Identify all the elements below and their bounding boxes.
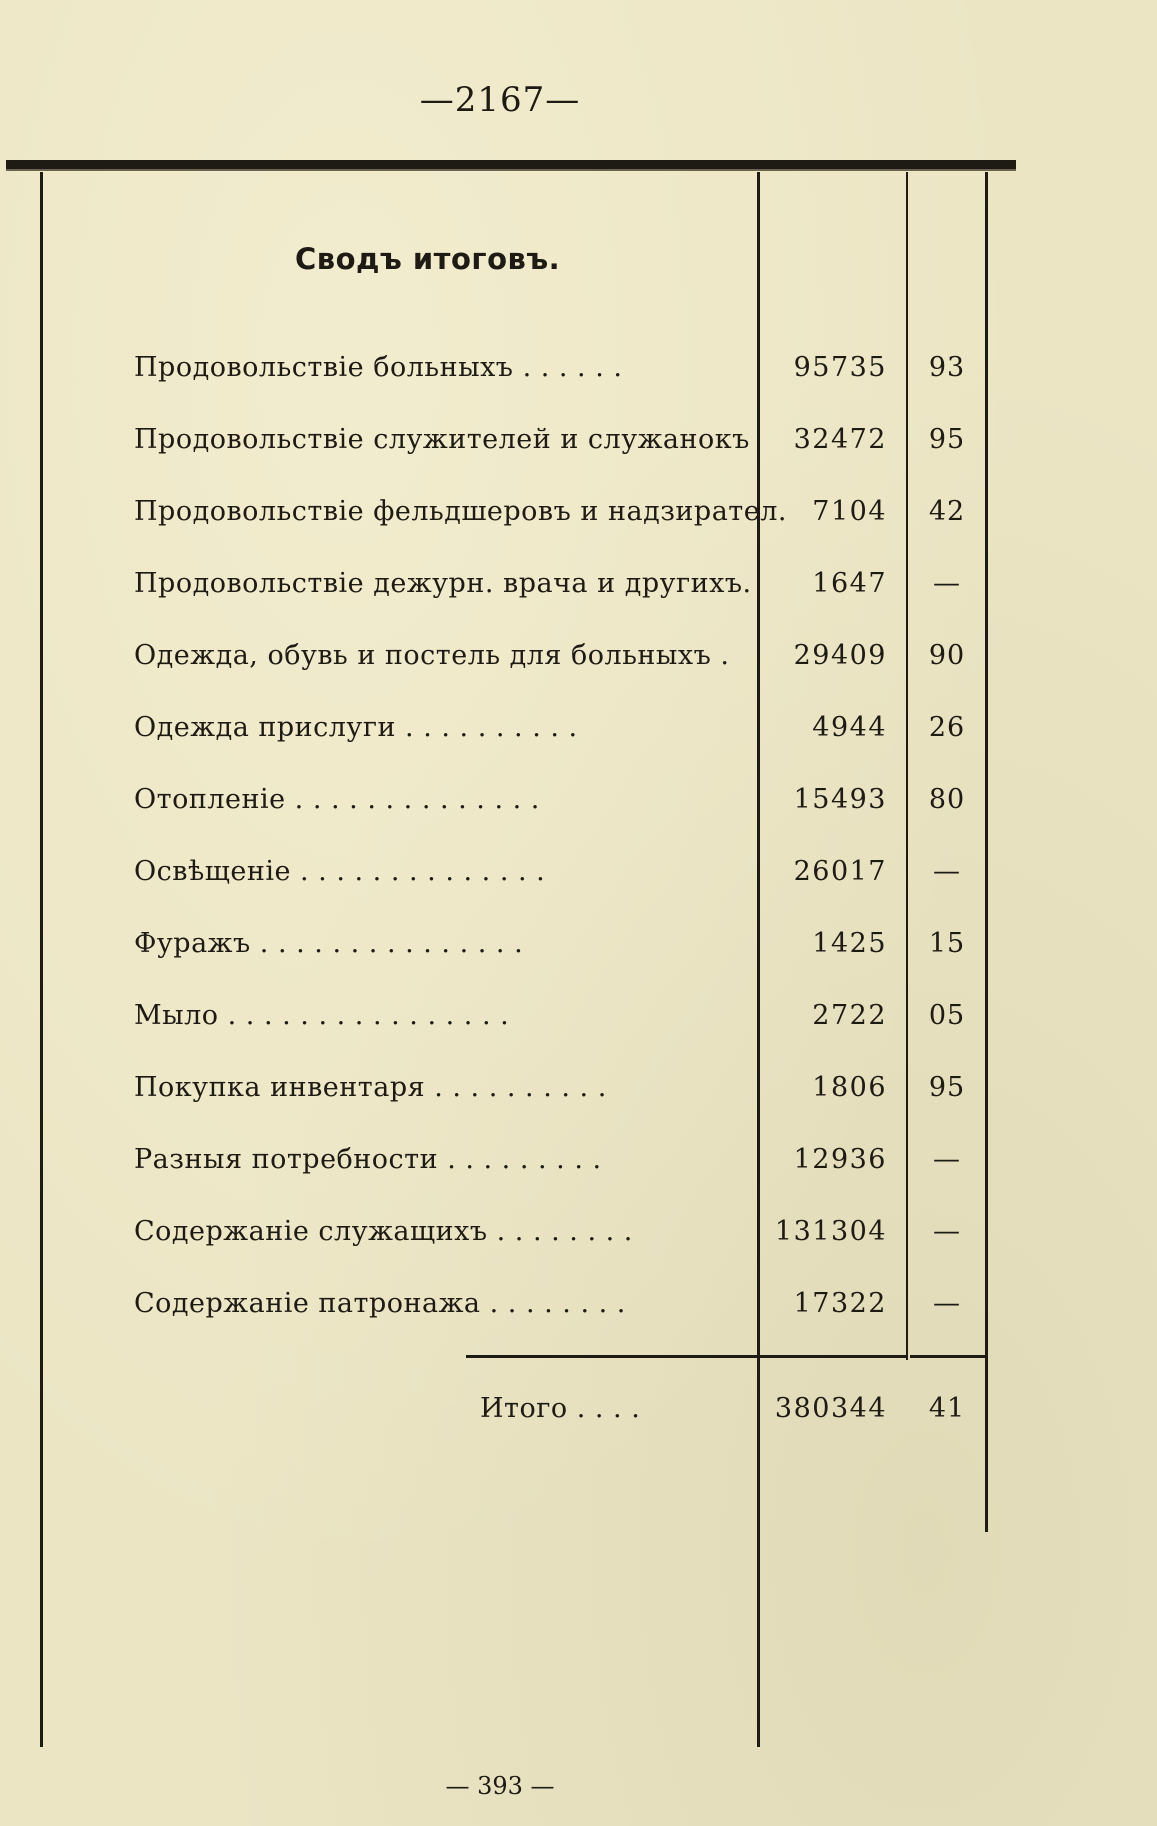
row-label: Содержанiе патронажа . . . . . . . . — [134, 1288, 626, 1319]
row-rubles: 131304 — [774, 1216, 887, 1247]
row-kopecks: 90 — [928, 640, 966, 671]
table-row — [0, 1288, 1157, 1338]
page-footer-number: — 393 — — [445, 1772, 555, 1800]
row-rubles: 1647 — [812, 568, 887, 599]
row-kopecks: 93 — [928, 352, 966, 383]
row-label: Отопленiе . . . . . . . . . . . . . . — [134, 784, 540, 815]
row-kopecks: 42 — [928, 496, 966, 527]
row-rubles: 95735 — [793, 352, 887, 383]
row-label: Одежда прислуги . . . . . . . . . . — [134, 712, 578, 743]
row-kopecks: 95 — [928, 424, 966, 455]
row-rubles: 4944 — [812, 712, 887, 743]
row-label: Освѣщенiе . . . . . . . . . . . . . . — [134, 856, 546, 887]
row-label: Продовольствiе служителей и служанокъ — [134, 424, 750, 455]
row-label: Разныя потребности . . . . . . . . . — [134, 1144, 602, 1175]
sum-rule-kopecks — [910, 1355, 985, 1358]
table-row — [0, 784, 1157, 834]
row-kopecks: 05 — [928, 1000, 966, 1031]
row-label: Продовольствiе больныхъ . . . . . . — [134, 352, 623, 383]
row-kopecks: 15 — [928, 928, 966, 959]
row-rubles: 1425 — [812, 928, 887, 959]
page-header-number: —2167— — [419, 80, 581, 120]
total-kopecks: 41 — [928, 1393, 966, 1424]
row-label: Продовольствiе дежурн. врача и другихъ. — [134, 568, 752, 599]
row-rubles: 26017 — [793, 856, 887, 887]
table-row — [0, 928, 1157, 978]
row-rubles: 32472 — [793, 424, 887, 455]
sum-rule-label — [466, 1355, 759, 1358]
sum-rule-rubles — [760, 1355, 906, 1358]
row-label: Мыло . . . . . . . . . . . . . . . . — [134, 1000, 510, 1031]
table-row — [0, 856, 1157, 906]
row-kopecks: — — [933, 1216, 961, 1247]
row-rubles: 17322 — [793, 1288, 887, 1319]
row-label: Одежда, обувь и постель для больныхъ . — [134, 640, 730, 671]
row-label: Фуражъ . . . . . . . . . . . . . . . — [134, 928, 524, 959]
row-label: Покупка инвентаря . . . . . . . . . . — [134, 1072, 607, 1103]
table-row — [0, 1072, 1157, 1122]
row-label: Продовольствiе фельдшеровъ и надзирател. — [134, 496, 787, 527]
row-kopecks: — — [933, 1288, 961, 1319]
table-row — [0, 352, 1157, 402]
row-kopecks: — — [933, 856, 961, 887]
row-kopecks: 80 — [928, 784, 966, 815]
row-kopecks: 95 — [928, 1072, 966, 1103]
top-rule — [6, 160, 1016, 171]
table-row — [0, 1000, 1157, 1050]
table-row — [0, 712, 1157, 762]
row-rubles: 1806 — [812, 1072, 887, 1103]
total-label: Итого . . . . — [480, 1393, 641, 1424]
row-rubles: 29409 — [793, 640, 887, 671]
row-kopecks: — — [933, 568, 961, 599]
total-rubles: 380344 — [774, 1393, 887, 1424]
table-row — [0, 1216, 1157, 1266]
table-row — [0, 568, 1157, 618]
row-rubles: 2722 — [812, 1000, 887, 1031]
row-rubles: 12936 — [793, 1144, 887, 1175]
table-row — [0, 424, 1157, 474]
row-kopecks: — — [933, 1144, 961, 1175]
row-label: Содержанiе служащихъ . . . . . . . . — [134, 1216, 633, 1247]
table-row — [0, 1144, 1157, 1194]
row-rubles: 7104 — [812, 496, 887, 527]
row-rubles: 15493 — [793, 784, 887, 815]
table-title: Сводъ итоговъ. — [295, 242, 561, 276]
total-row — [0, 1393, 1157, 1443]
table-row — [0, 496, 1157, 546]
row-kopecks: 26 — [928, 712, 966, 743]
table-row — [0, 640, 1157, 690]
